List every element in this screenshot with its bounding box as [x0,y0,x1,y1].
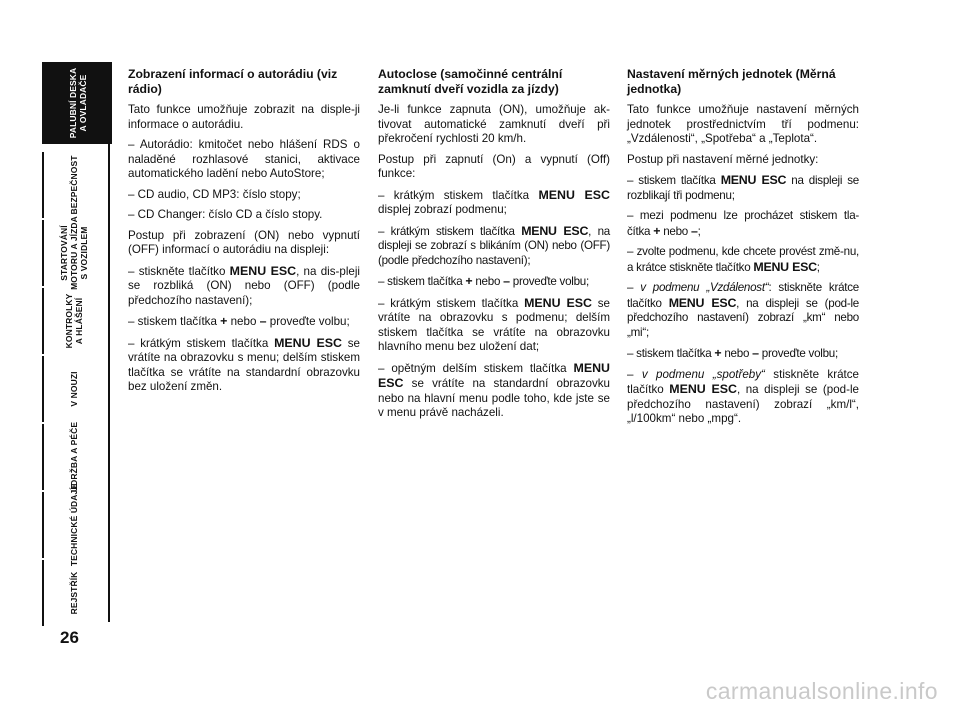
keyword-menu-esc: MENU ESC [521,223,589,238]
italic-submenu: v podmenu „spotřeby“ [641,367,765,381]
keyword-minus: – [259,314,267,328]
paragraph: – krátkým stiskem tlačítka MENU ESC se vrátíte na obrazovku s podmenu; delším stiskem tlačítka se vrátíte na obrazovku hlavního menu bez uložení dat; [378,295,610,353]
tab-rejstrik[interactable] [42,560,104,626]
paragraph: – CD Changer: číslo CD a číslo stopy. [128,208,323,221]
tab-label: V NOUZI [69,371,79,407]
keyword-minus: – [752,346,759,360]
keyword-menu-esc: MENU ESC [720,173,787,187]
section-heading: Autoclose (samočinné centrální zamknutí dveří vozidla za jízdy) [378,67,563,96]
tab-label: PALUBNÍ DESKA A OVLADAČE [68,67,88,139]
chapter-sidebar [42,62,110,622]
keyword-plus: + [465,274,473,288]
tab-label: ÚDRŽBA A PÉČE [69,421,79,493]
paragraph: – stiskem tlačítka + nebo – proveďte volbu; [128,314,350,328]
paragraph: – stiskem tlačítka MENU ESC na displeji se rozblikají tři podmenu; [627,173,860,202]
keyword-minus: – [503,274,510,288]
keyword-menu-esc: MENU ESC [538,187,611,202]
paragraph: Je-li funkce zapnuta (ON), umožňuje ak-tivovat automatické zamknutí dveří při překročení rychlosti 20 km/h. [378,103,610,145]
tab-v-nouzi[interactable] [42,356,104,422]
tab-label: STARTOVÁNÍ MOTORU A JÍZDA S VOZIDLEM [59,216,89,290]
watermark: carmanualsonline.info [705,678,938,704]
keyword-menu-esc: MENU ESC [274,335,342,350]
paragraph: Tato funkce umožňuje zobrazit na disple-ji informace o autorádiu. [128,103,360,131]
tab-bezpecnost[interactable] [42,152,104,218]
paragraph: – zvolte podmenu, kde chcete provést změ-nu, a krátce stiskněte tlačítko MENU ESC; [627,245,859,274]
paragraph: – krátkým stiskem tlačítka MENU ESC se vrátíte na obrazovku s menu; delším stiskem tlačítka se vrátíte na standardní obrazovku bez uložení změn. [128,335,360,393]
paragraph: – krátkým stiskem tlačítka MENU ESC displej zobrazí podmenu; [378,187,611,216]
keyword-menu-esc: MENU ESC [669,382,737,396]
paragraph: Postup při zapnutí (On) a vypnutí (Off) funkce: [378,152,610,180]
tab-udrzba[interactable] [42,421,104,493]
page-number: 26 [60,628,79,647]
tab-palubni-deska[interactable] [42,62,112,144]
tab-label: REJSTŘÍK [69,571,79,615]
tab-startovani[interactable] [42,216,104,290]
keyword-menu-esc: MENU ESC [378,360,610,390]
sidebar-divider [108,62,110,622]
tab-kontrolky[interactable] [42,288,104,354]
keyword-menu-esc: MENU ESC [524,295,592,310]
italic-submenu: v podmenu „Vzdálenost“ [640,281,769,294]
tab-label: TECHNICKÉ ÚDAJE [69,483,79,567]
tab-label: KONTROLKY A HLÁŠENÍ [64,293,84,349]
paragraph: – Autorádio: kmitočet nebo hlášení RDS o naladěné rozhlasové stanici, aktivace automatického ladění nebo AutoStore; [128,138,360,180]
keyword-menu-esc: MENU ESC [668,295,737,310]
paragraph: Postup při nastavení měrné jednotky: [627,152,819,166]
paragraph: – mezi podmenu lze procházet stiskem tla-čítka + nebo –; [627,209,859,238]
keyword-plus: + [220,314,228,328]
paragraph: – v podmenu „Vzdálenost“: stiskněte krátce tlačítko MENU ESC, na displeji se (pod-le předchozího nastavení) zobrazí „km“ nebo „mi“; [627,281,859,339]
keyword-plus: + [653,223,661,238]
column-units [627,67,859,433]
keyword-minus: – [690,223,698,238]
keyword-menu-esc: MENU ESC [229,263,297,278]
column-autoclose [378,67,610,427]
paragraph: – krátkým stiskem tlačítka MENU ESC, na displeji se zobrazí s blikáním (ON) nebo (OFF) (podle předchozího nastavení); [378,223,611,267]
keyword-menu-esc: MENU ESC [753,259,817,274]
tab-technicke-udaje[interactable] [42,483,104,567]
column-radio-info [128,67,360,401]
paragraph: Tato funkce umožňuje nastavení měrných jednotek prostřednictvím tří podmenu: „Vzdálenosti“, „Spotřeba“ a „Teplota“. [627,103,859,145]
keyword-plus: + [714,346,722,360]
paragraph: – opětným delším stiskem tlačítka MENU ESC se vrátíte na standardní obrazovku nebo na hlavní menu podle toho, kde jste se v menu právě nacházeli. [378,360,610,419]
paragraph: – stiskem tlačítka + nebo – proveďte volbu; [378,274,589,288]
paragraph: Postup při zobrazení (ON) nebo vypnutí (OFF) informací o autorádiu na displeji: [128,228,360,256]
paragraph: – CD audio, CD MP3: číslo stopy; [128,187,301,201]
paragraph: – stiskněte tlačítko MENU ESC, na dis-pleji se rozbliká (ON) nebo (OFF) (podle předchozího nastavení); [128,263,360,307]
tab-label: BEZPEČNOST [69,155,79,215]
paragraph: – v podmenu „spotřeby“ stiskněte krátce tlačítko MENU ESC, na displeji se (pod-le předchozího nastavení) zobrazí „km/l“, „l/100km“ nebo „mpg“. [627,367,860,425]
paragraph: – stiskem tlačítka + nebo – proveďte volbu; [627,346,838,360]
section-heading: Zobrazení informací o autorádiu (viz rádio) [128,67,338,96]
section-heading: Nastavení měrných jednotek (Měrná jednotka) [627,67,836,96]
